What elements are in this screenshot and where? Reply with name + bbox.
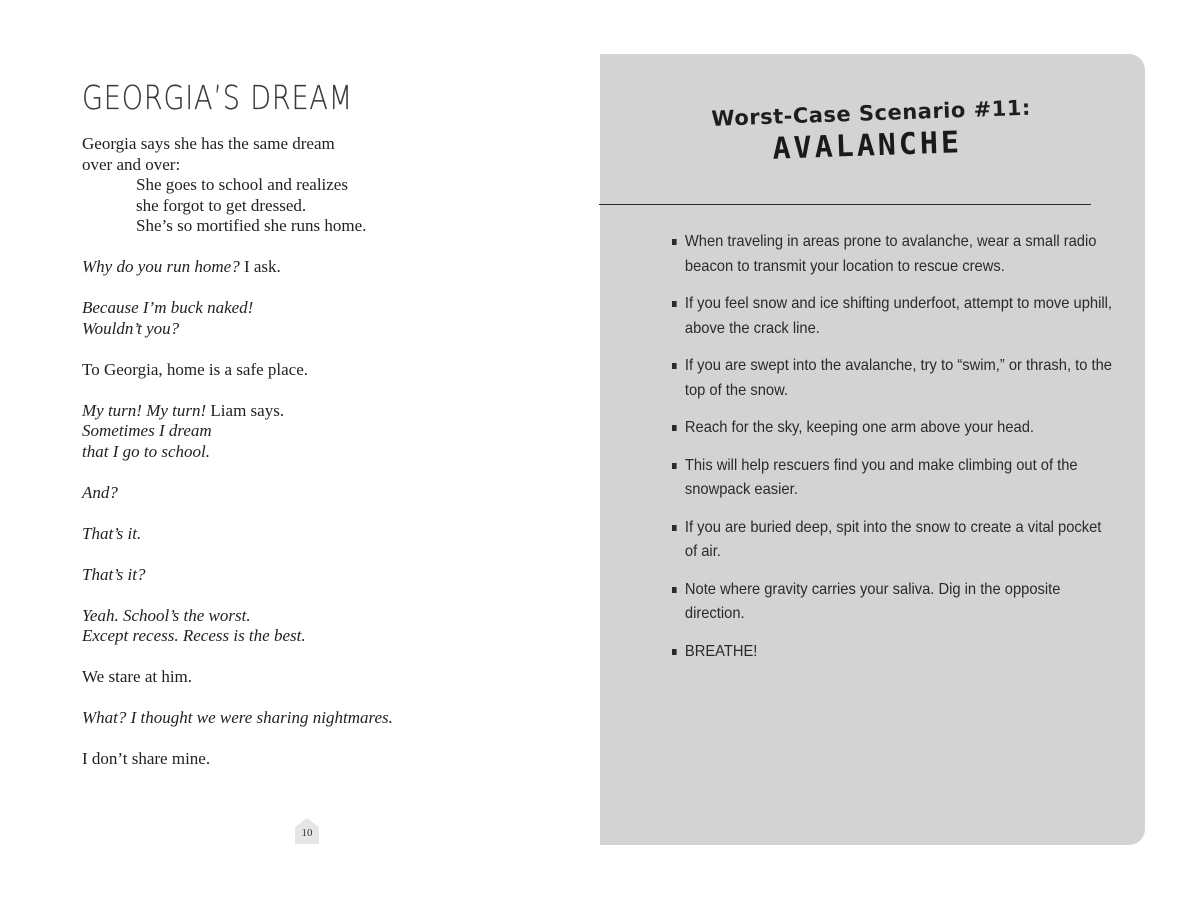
poem-stanza xyxy=(82,749,562,770)
poem-line-fragment: Why do you run home? xyxy=(82,257,240,276)
square-bullet-icon xyxy=(672,463,677,469)
tip-text: When traveling in areas prone to avalanche, wear a small radio beacon to transmit your location to rescue crews. xyxy=(684,233,1097,275)
poem-stanza xyxy=(82,606,562,647)
poem-line-fragment: I ask. xyxy=(239,257,281,276)
poem-line xyxy=(82,401,562,422)
poem-line: she forgot to get dressed. xyxy=(136,195,307,215)
poem-line: I don’t share mine. xyxy=(82,749,211,768)
tip-item xyxy=(672,230,1117,279)
tips-list xyxy=(672,230,1122,677)
poem-line: Because I’m buck naked! xyxy=(82,298,254,317)
poem-line: Sometimes I dream xyxy=(82,421,212,440)
poem-line: And? xyxy=(82,482,118,502)
sidebar-heading-topic: AVALANCHE xyxy=(771,125,963,167)
poem-stanza xyxy=(82,708,562,729)
poem-stanza xyxy=(82,483,562,504)
poem-line-fragment: My turn! My turn! xyxy=(82,400,207,420)
sidebar-heading xyxy=(709,94,1051,170)
poem-line: over and over: xyxy=(82,154,181,174)
sidebar-divider xyxy=(599,204,1091,205)
tip-text: If you feel snow and ice shifting underfoot, attempt to move uphill, above the crack line. xyxy=(684,295,1113,337)
poem-stanza xyxy=(82,524,562,545)
square-bullet-icon xyxy=(672,363,677,369)
chapter-title: GEORGIA’S DREAM xyxy=(82,78,353,117)
tip-text: BREATHE! xyxy=(684,642,758,660)
poem-stanza xyxy=(82,565,562,586)
poem-stanza xyxy=(82,401,562,463)
square-bullet-icon xyxy=(672,587,677,593)
page-number-marker xyxy=(295,818,319,844)
square-bullet-icon xyxy=(672,649,677,655)
poem-line: that I go to school. xyxy=(82,441,210,461)
tip-item xyxy=(672,578,1117,627)
tip-text: If you are swept into the avalanche, try to “swim,” or thrash, to the top of the snow. xyxy=(684,357,1112,399)
poem-line: She’s so mortified she runs home. xyxy=(136,216,367,235)
tip-text: If you are buried deep, spit into the snow to create a vital pocket of air. xyxy=(684,518,1102,560)
poem-line xyxy=(82,257,562,278)
tip-item xyxy=(672,516,1117,565)
poem-line: That’s it? xyxy=(82,564,146,584)
tip-item xyxy=(672,354,1117,403)
tip-text: Note where gravity carries your saliva. Dig in the opposite direction. xyxy=(684,580,1061,622)
poem-stanza xyxy=(82,667,562,688)
poem-line: Except recess. Recess is the best. xyxy=(82,626,306,645)
poem-stanza xyxy=(82,134,562,237)
tip-item xyxy=(672,454,1117,503)
poem-line: We stare at him. xyxy=(82,667,193,686)
square-bullet-icon xyxy=(672,425,677,431)
poem-stanza xyxy=(82,298,562,339)
square-bullet-icon xyxy=(672,301,677,307)
poem-body xyxy=(82,134,562,790)
poem-line: To Georgia, home is a safe place. xyxy=(82,359,309,379)
poem-stanza xyxy=(82,360,562,381)
poem-line: What? I thought we were sharing nightmares. xyxy=(82,708,393,727)
tip-item xyxy=(672,292,1117,341)
poem-line: Georgia says she has the same dream xyxy=(82,134,335,153)
poem-stanza xyxy=(82,257,562,278)
poem-line: Yeah. School’s the worst. xyxy=(82,605,251,625)
tip-text: This will help rescuers find you and make climbing out of the snowpack easier. xyxy=(684,456,1078,498)
poem-line: That’s it. xyxy=(82,523,142,543)
tip-text: Reach for the sky, keeping one arm above your head. xyxy=(684,419,1035,436)
page-number: 10 xyxy=(301,827,313,839)
square-bullet-icon xyxy=(672,525,677,531)
poem-line: She goes to school and realizes xyxy=(136,175,348,194)
poem-line: Wouldn’t you? xyxy=(82,318,180,338)
square-bullet-icon xyxy=(672,239,677,245)
tip-item xyxy=(672,640,1117,665)
sidebar-heading-label: Worst-Case Scenario #11: xyxy=(711,95,1032,131)
poem-line-fragment: Liam says. xyxy=(206,400,285,420)
tip-item xyxy=(672,416,1117,441)
